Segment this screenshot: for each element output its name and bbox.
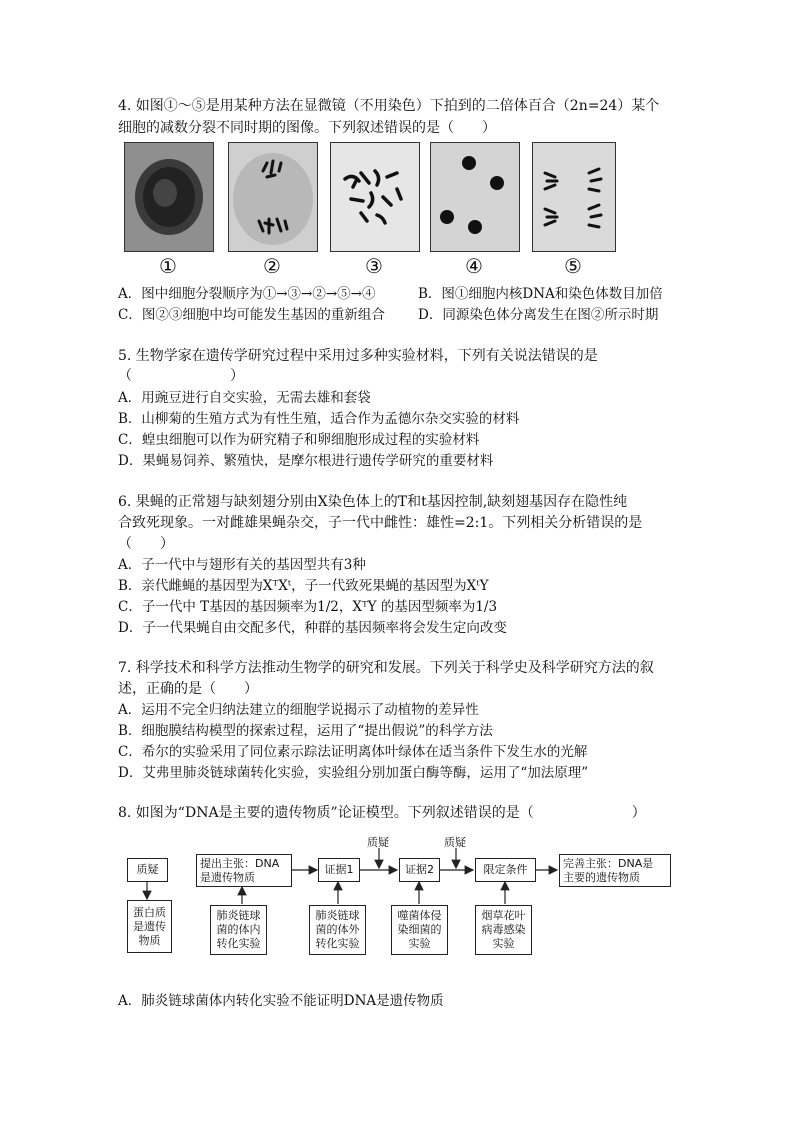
q6-stem-line2: 合致死现象。一对雌雄果蝇杂交，子一代中雌性：雄性=2:1。下列相关分析错误的是 xyxy=(118,515,643,531)
figure-label-4: ④ xyxy=(465,254,483,278)
q6-option-d: D．子一代果蝇自由交配多代，种群的基因频率将会发生定向改变 xyxy=(118,620,507,636)
q5-stem-line2: （ ） xyxy=(118,368,244,384)
figure-label-1: ① xyxy=(159,254,177,278)
diagram-node-in-vivo: 肺炎链球 菌的体内 转化实验 xyxy=(210,905,267,955)
q4-option-c: C．图②③细胞中均可能发生基因的重新组合 xyxy=(118,307,385,323)
diagram-node-condition: 限定条件 xyxy=(475,858,536,882)
q5-option-c: C．蝗虫细胞可以作为研究精子和卵细胞形成过程的实验材料 xyxy=(118,432,480,448)
q4-stem-line1: 4. 如图①～⑤是用某种方法在显微镜（不用染色）下拍到的二倍体百合（2n=24）某个 xyxy=(118,98,660,114)
diagram-node-tmv: 烟草花叶 病毒感染 实验 xyxy=(475,905,532,955)
diagram-question-label-1: 质疑 xyxy=(367,836,389,849)
q6-stem-line1: 6. 果蝇的正常翅与缺刻翅分别由X染色体上的T和t基因控制,缺刻翅基因存在隐性纯 xyxy=(118,494,628,510)
q8-option-a: A．肺炎链球菌体内转化实验不能证明DNA是遗传物质 xyxy=(118,993,444,1009)
q4-stem-line2: 细胞的减数分裂不同时期的图像。下列叙述错误的是（ ） xyxy=(118,120,496,136)
q5-option-b: B．山柳菊的生殖方式为有性生殖，适合作为孟德尔杂交实验的材料 xyxy=(118,411,520,427)
micrograph-5 xyxy=(532,142,616,252)
q7-option-c: C．希尔的实验采用了同位素示踪法证明离体叶绿体在适当条件下发生水的光解 xyxy=(118,744,588,760)
diagram-node-improved-claim: 完善主张：DNA是 主要的遗传物质 xyxy=(559,854,671,887)
q5-option-d: D．果蝇易饲养、繁殖快，是摩尔根进行遗传学研究的重要材料 xyxy=(118,453,494,469)
q6-option-a: A．子一代中与翅形有关的基因型共有3种 xyxy=(118,557,366,573)
q5-option-a: A．用豌豆进行自交实验，无需去雄和套袋 xyxy=(118,390,371,406)
diagram-node-doubt: 质疑 xyxy=(127,858,168,882)
diagram-node-in-vitro: 肺炎链球 菌的体外 转化实验 xyxy=(309,905,366,955)
q6-option-b: B．亲代雌蝇的基因型为XᵀXᵗ，子一代致死果蝇的基因型为XᵗY xyxy=(118,578,489,594)
q7-option-d: D．艾弗里肺炎链球菌转化实验，实验组分别加蛋白酶等酶，运用了“加法原理” xyxy=(118,765,589,781)
diagram-node-evidence-1: 证据1 xyxy=(318,858,360,882)
q6-stem-line3: （ ） xyxy=(118,536,174,552)
figure-label-5: ⑤ xyxy=(564,254,582,278)
q4-option-b: B．图①细胞内核DNA和染色体数目加倍 xyxy=(418,286,663,302)
q4-option-d: D．同源染色体分离发生在图②所示时期 xyxy=(418,307,659,323)
micrograph-4 xyxy=(430,142,520,252)
diagram-node-claim: 提出主张：DNA 是遗传物质 xyxy=(196,854,292,887)
diagram-node-evidence-2: 证据2 xyxy=(399,858,440,882)
q5-stem-line1: 5. 生物学家在遗传学研究过程中采用过多种实验材料，下列有关说法错误的是 xyxy=(118,348,598,364)
diagram-node-phage: 噬菌体侵 染细菌的 实验 xyxy=(391,905,448,955)
diagram-question-label-2: 质疑 xyxy=(444,836,466,849)
q6-option-c: C．子一代中 T基因的基因频率为1/2，XᵀY 的基因型频率为1/3 xyxy=(118,599,498,615)
q7-option-a: A．运用不完全归纳法建立的细胞学说揭示了动植物的差异性 xyxy=(118,702,479,718)
q7-stem-line1: 7. 科学技术和科学方法推动生物学的研究和发展。下列关于科学史及科学研究方法的叙 xyxy=(118,660,654,676)
q8-stem: 8. 如图为“DNA是主要的遗传物质”论证模型。下列叙述错误的是（ ） xyxy=(118,805,646,821)
micrograph-3 xyxy=(330,142,420,252)
figure-label-2: ② xyxy=(263,254,281,278)
micrograph-2 xyxy=(228,142,318,252)
figure-label-3: ③ xyxy=(365,254,383,278)
diagram-node-protein: 蛋白质 是遗传 物质 xyxy=(127,900,172,953)
q7-option-b: B．细胞膜结构模型的探索过程，运用了“提出假说”的科学方法 xyxy=(118,723,493,739)
micrograph-1 xyxy=(124,142,214,252)
q7-stem-line2: 述，正确的是（ ） xyxy=(118,681,258,697)
q4-option-a: A．图中细胞分裂顺序为①→③→②→⑤→④ xyxy=(118,286,376,302)
